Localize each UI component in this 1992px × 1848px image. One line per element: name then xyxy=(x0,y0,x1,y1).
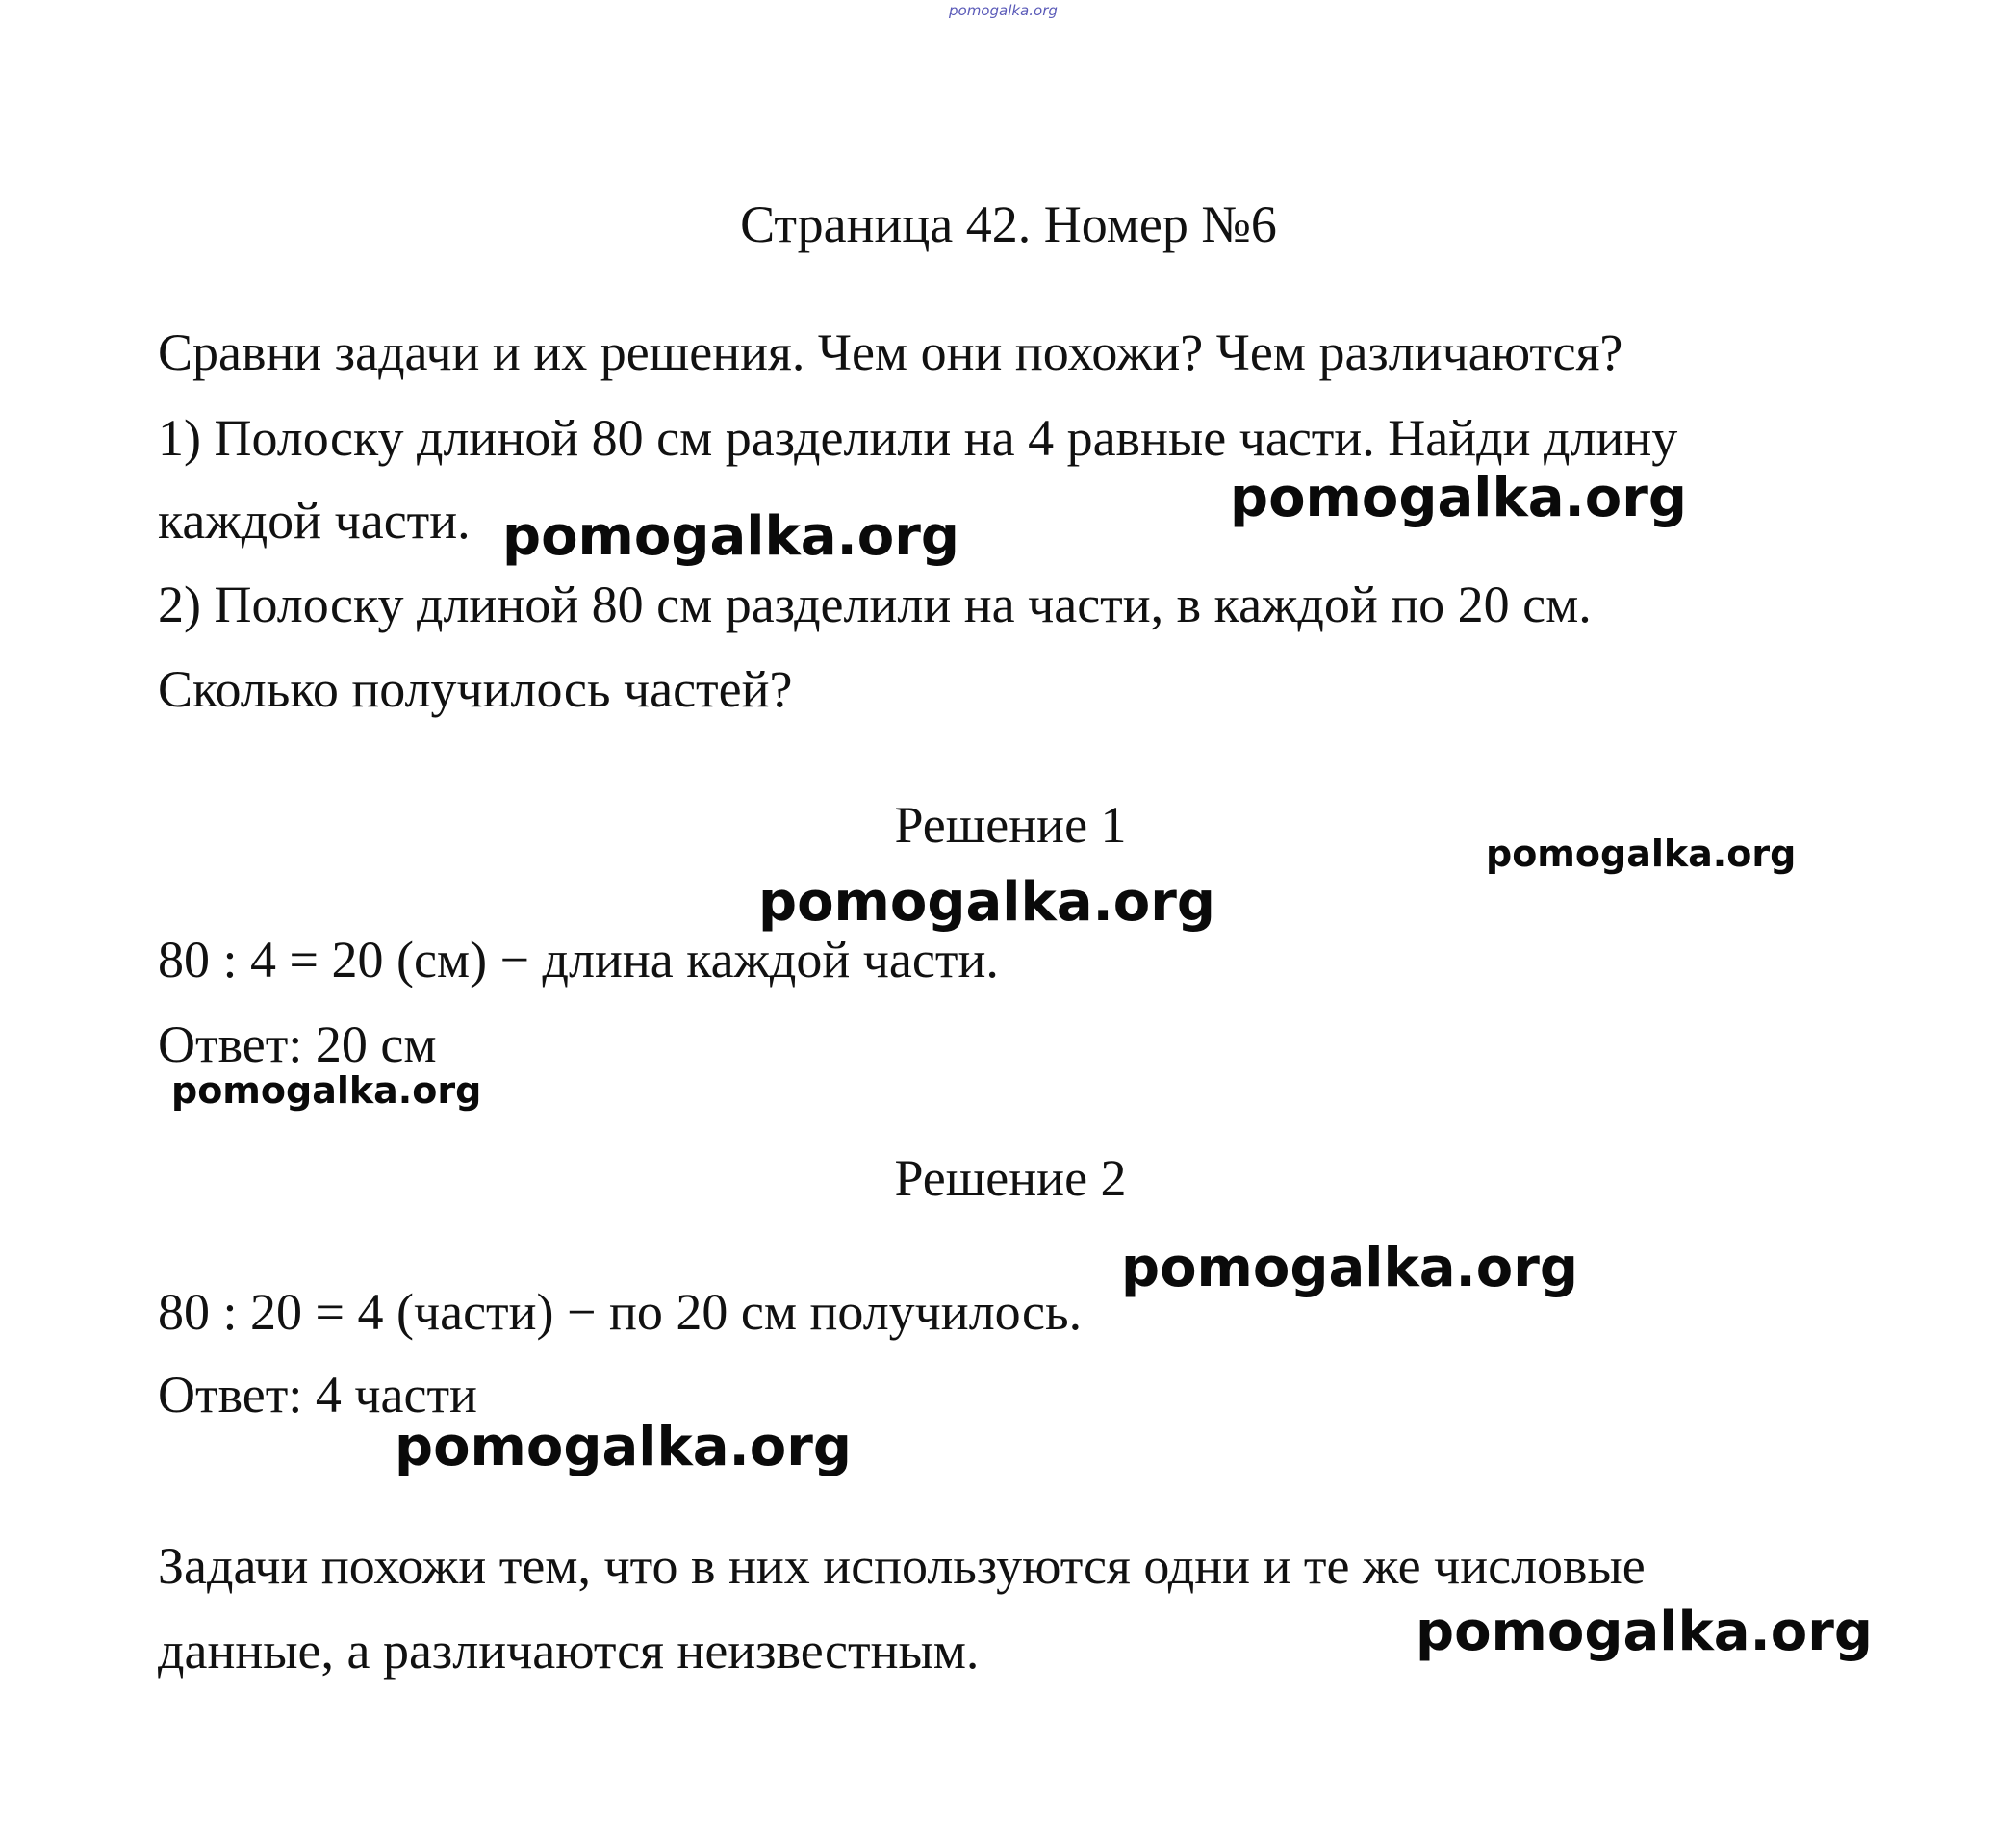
watermark: pomogalka.org xyxy=(171,1069,482,1112)
watermark: pomogalka.org xyxy=(395,1416,852,1478)
solution-2-answer: Ответ: 4 части xyxy=(158,1366,477,1424)
watermark: pomogalka.org xyxy=(1230,467,1687,529)
watermark: pomogalka.org xyxy=(1416,1601,1873,1663)
conclusion-line-1: Задачи похожи тем, что в них используются одни и те же числовые xyxy=(158,1537,1646,1595)
page-title: Страница 42. Номер №6 xyxy=(740,195,1277,253)
conclusion-line-2: данные, а различаются неизвестным. xyxy=(158,1622,980,1680)
problem-1-line-1: 1) Полоску длиной 80 см разделили на 4 равные части. Найди длину xyxy=(158,409,1678,467)
solution-1-heading: Решение 1 xyxy=(894,796,1127,854)
problem-2-line-2: Сколько получилось частей? xyxy=(158,660,793,718)
solution-1-equation: 80 : 4 = 20 (см) − длина каждой части. xyxy=(158,931,999,988)
watermark: pomogalka.org xyxy=(758,871,1215,934)
problem-2-line-1: 2) Полоску длиной 80 см разделили на части, в каждой по 20 см. xyxy=(158,576,1592,633)
solution-1-answer: Ответ: 20 см xyxy=(158,1015,437,1073)
watermark: pomogalka.org xyxy=(1121,1237,1578,1299)
problem-1-line-2: каждой части. xyxy=(158,492,471,550)
header-watermark: pomogalka.org xyxy=(949,2,1058,19)
task-intro: Сравни задачи и их решения. Чем они похожи? Чем различаются? xyxy=(158,323,1623,381)
watermark: pomogalka.org xyxy=(502,505,959,568)
solution-2-equation: 80 : 20 = 4 (части) − по 20 см получилось. xyxy=(158,1283,1083,1341)
solution-2-heading: Решение 2 xyxy=(894,1149,1127,1207)
watermark: pomogalka.org xyxy=(1486,833,1797,875)
